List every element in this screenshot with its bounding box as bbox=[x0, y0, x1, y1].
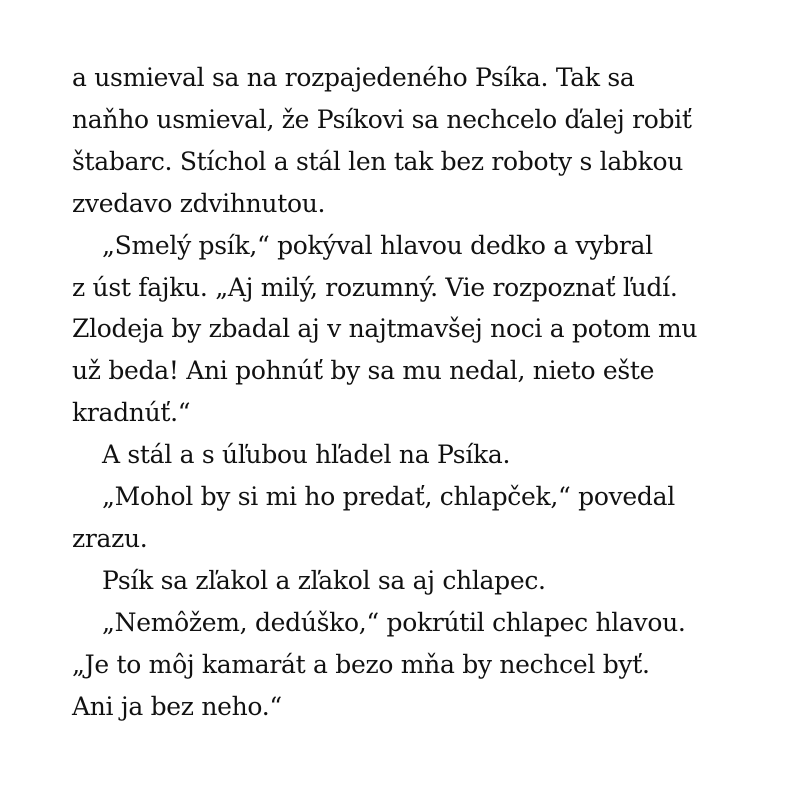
text-line: už beda! Ani pohnúť by sa mu nedal, nieto ešte bbox=[72, 356, 655, 386]
text-line: Psík sa zľakol a zľakol sa aj chlapec. bbox=[102, 565, 546, 595]
text-line: A stál a s úľubou hľadel na Psíka. bbox=[102, 440, 511, 470]
text-line: naňho usmieval, že Psíkovi sa nechcelo ďalej robiť bbox=[72, 104, 692, 134]
text-line: zvedavo zdvihnutou. bbox=[72, 188, 326, 218]
text-line: zrazu. bbox=[72, 523, 148, 553]
text-line: a usmieval sa na rozpajedeného Psíka. Tak sa bbox=[72, 63, 635, 92]
text-line: „Smelý psík,“ pokýval hlavou dedko a vybral bbox=[102, 230, 653, 260]
text-line: „Nemôžem, dedúško,“ pokrútil chlapec hlavou. bbox=[102, 607, 686, 637]
story-text bbox=[72, 57, 762, 728]
text-line: kradnúť.“ bbox=[72, 398, 191, 428]
text-line: Zlodeja by zbadal aj v najtmavšej noci a potom mu bbox=[72, 314, 698, 344]
text-line: Ani ja bez neho.“ bbox=[72, 691, 282, 721]
text-line: „Je to môj kamarát a bezo mňa by nechcel byť. bbox=[72, 649, 650, 679]
text-line: „Mohol by si mi ho predať, chlapček,“ povedal bbox=[102, 482, 675, 512]
text-line: štabarc. Stíchol a stál len tak bez roboty s labkou bbox=[72, 146, 684, 176]
text-line: z úst fajku. „Aj milý, rozumný. Vie rozpoznať ľudí. bbox=[72, 272, 678, 302]
